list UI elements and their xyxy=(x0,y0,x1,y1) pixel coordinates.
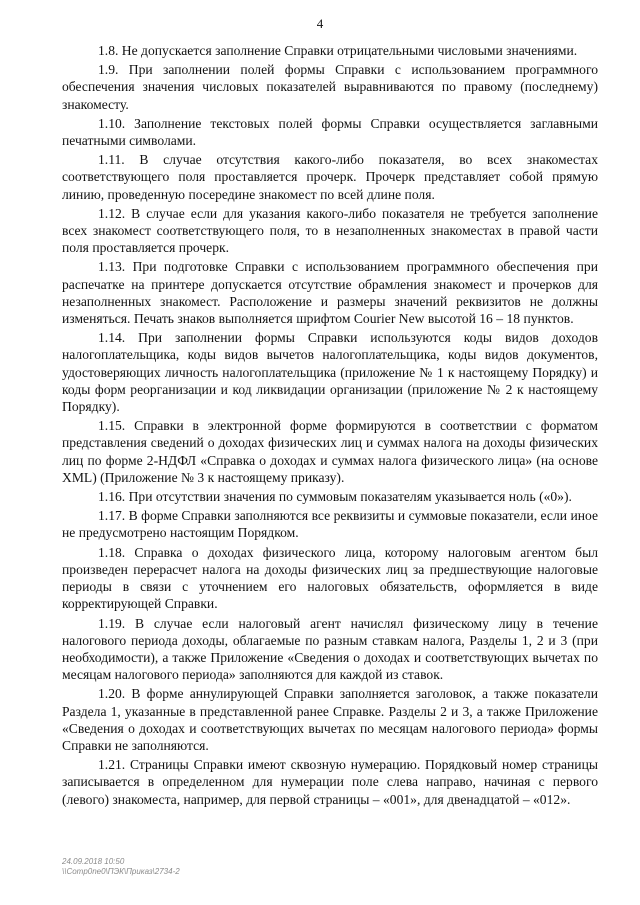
footer-file-path: \\Comp0ne0\ПЭК\Приказ\2734-2 xyxy=(62,867,180,876)
paragraph-1-14: 1.14. При заполнении формы Справки используются коды видов доходов налогоплательщика, коды видов вычетов налогоплательщика, коды видов документов, удостоверяющих личность налогоплательщика (приложение № 1 к настоящему Порядку) и коды форм реорганизации и код ликвидации организации (приложение № 2 к настоящему Порядку). xyxy=(62,330,598,415)
footer-timestamp: 24.09.2018 10:50 xyxy=(62,857,125,866)
paragraph-1-21: 1.21. Страницы Справки имеют сквозную нумерацию. Порядковый номер страницы записывается в определенном для нумерации поле слева направо, начиная с первого (левого) знакоместа, например, для первой страницы – «001», для двенадцатой – «012». xyxy=(62,757,598,807)
paragraph-1-11: 1.11. В случае отсутствия какого-либо показателя, во всех знакоместах соответствующего поля проставляется прочерк. Прочерк представляет собой прямую линию, проведенную посередине знакомест по всей длине поля. xyxy=(62,152,598,202)
paragraph-1-20: 1.20. В форме аннулирующей Справки заполняется заголовок, а также показатели Раздела 1, указанные в представленной ранее Справке. Разделы 2 и 3, а также Приложение «Сведения о доходах и соответствующих вычетах по месяцам налогового периода» формы Справки не заполняются. xyxy=(62,686,598,753)
paragraph-1-13: 1.13. При подготовке Справки с использованием программного обеспечения при распечатке на принтере допускается отсутствие обрамления знакомест и прочерков для незаполненных знакомест. Расположение и размеры значений реквизитов не должны изменяться. Печать знаков выполняется шрифтом Courier New высотой 16 – 18 пунктов. xyxy=(62,259,598,327)
paragraph-1-8: 1.8. Не допускается заполнение Справки отрицательными числовыми значениями. xyxy=(98,43,578,58)
paragraph-1-15: 1.15. Справки в электронной форме формируются в соответствии с форматом представления сведений о доходах физических лиц и суммах налога на доходы физических лиц по форме 2-НДФЛ «Справка о доходах и суммах налога физического лица» (на основе XML) (Приложение № 3 к настоящему приказу). xyxy=(62,418,598,485)
paragraph-1-18: 1.18. Справка о доходах физического лица, которому налоговым агентом был произведен перерасчет налога на доходы физических лиц за предшествующие налоговые периоды в связи с уточнением его налоговых обязательств, оформляется в виде корректирующей Справки. xyxy=(62,544,598,612)
paragraph-1-16: 1.16. При отсутствии значения по суммовым показателям указывается ноль («0»). xyxy=(98,489,572,505)
paragraph-1-9: 1.9. При заполнении полей формы Справки с использованием программного обеспечения значения числовых показателей выравниваются по правому (последнему) знакоместу. xyxy=(62,62,598,112)
paragraph-1-19: 1.19. В случае если налоговый агент начислял физическому лицу в течение налогового периода доходы, облагаемые по разным ставкам налога, Разделы 1, 2 и 3 (при необходимости), а также Приложение «Сведения о доходах и соответствующих вычетах по месяцам налогового периода» заполняются для каждой из ставок. xyxy=(62,615,598,683)
paragraph-1-17: 1.17. В форме Справки заполняются все реквизиты и суммовые показатели, если иное не предусмотрено настоящим Порядком. xyxy=(62,508,598,541)
paragraph-1-10: 1.10. Заполнение текстовых полей формы Справки осуществляется заглавными печатными символами. xyxy=(62,115,598,149)
page-number: 4 xyxy=(316,16,324,31)
document-footer xyxy=(62,857,180,877)
paragraph-1-12: 1.12. В случае если для указания какого-либо показателя не требуется заполнение всех знакомест соответствующего поля, то в незаполненных знакоместах в правой части поля проставляется прочерк. xyxy=(62,205,598,256)
document-body xyxy=(62,42,598,810)
